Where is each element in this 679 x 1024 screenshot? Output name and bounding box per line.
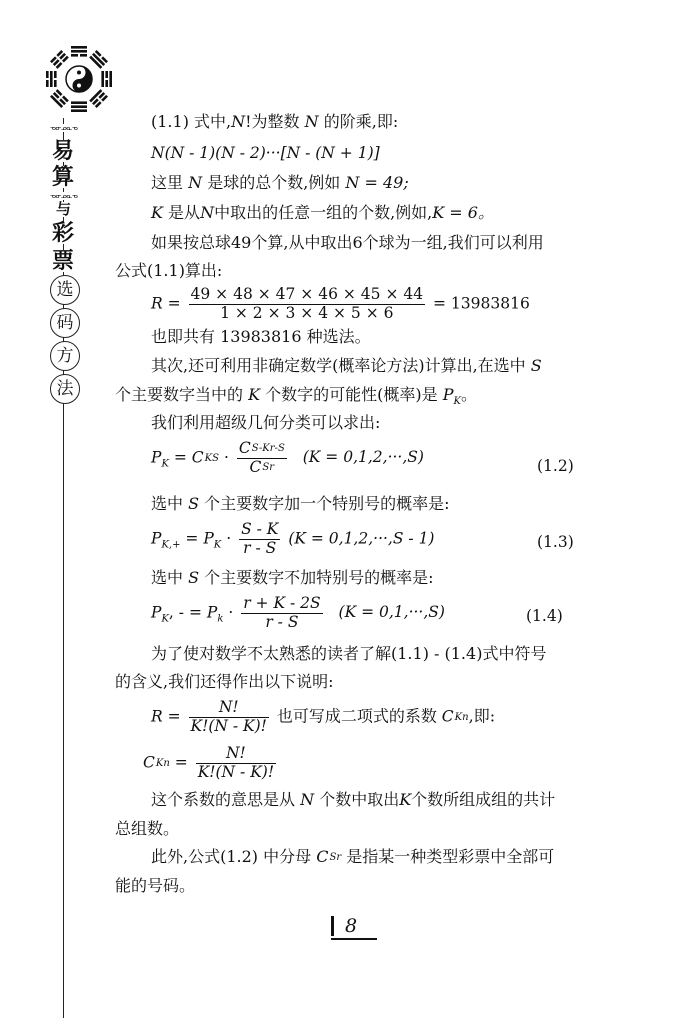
paragraph-example-line-2: 公式(1.1)算出: bbox=[115, 261, 223, 280]
paragraph-explanation-line-2: 的含义,我们还得作出以下说明: bbox=[115, 672, 334, 691]
text-line-special-number: 选中 S 个主要数字加一个特别号的概率是: bbox=[151, 494, 450, 513]
bagua-yin-yang-icon bbox=[44, 44, 114, 114]
text-line-total-balls: 这里 N 是球的总个数,例如 N = 49; bbox=[151, 173, 409, 192]
formula-binomial-coefficient-fraction: $\frac{N!}{K!(N - K)!}$ bbox=[197, 744, 275, 781]
page-number-underline bbox=[331, 938, 377, 940]
page-number-block bbox=[331, 912, 377, 940]
formula-1-2: $P_K$ = CKS · $\frac{CS-Kr-S}{\text{CSr}}$ (K = 0,1,2,···,S) bbox=[151, 439, 424, 476]
sidebar-title-char-5: 票 bbox=[52, 248, 75, 274]
sidebar-title-char-4: 彩 bbox=[52, 220, 75, 246]
sidebar-title-char-6: 选 bbox=[50, 275, 80, 305]
sidebar-title-char-8: 方 bbox=[50, 341, 80, 371]
page-number: 8 bbox=[345, 915, 358, 937]
sidebar-title-char-7: 码 bbox=[50, 308, 80, 338]
paragraph-probability-line-1: 其次,还可利用非确定数学(概率论方法)计算出,在选中 S bbox=[151, 356, 542, 375]
sidebar-title-char-1: 易 bbox=[52, 138, 75, 164]
formula-1-4-fraction: $\frac{r + K - 2S}{r - S}$ bbox=[243, 594, 321, 631]
text-line-hypergeometric: 我们利用超级几何分类可以求出: bbox=[151, 413, 381, 432]
formula-1-2-fraction: $\frac{CS-Kr-S}{\text{CSr}}$ bbox=[238, 439, 285, 476]
formula-r-fraction: $\frac{49 \times 48 \times 47 \times 46 \times 45 \times 44}{1 \times 2 \times 3 \times 4 \times 5 \times 6}$ bbox=[190, 285, 424, 322]
formula-1-3: $P_{K,+} = P_K$ · $\frac{S - K}{r - S}$ (K = 0,1,2,···,S - 1) bbox=[151, 520, 435, 557]
text-line-1: (1.1) 式中,N!为整数 N 的阶乘,即: bbox=[151, 112, 399, 131]
formula-factorial: N(N - 1)(N - 2)···[N - (N + 1)] bbox=[151, 144, 380, 162]
formula-r-binomial: R = $\frac{N!}{K!(N - K)!}$ 也可写成二项式的系数 CKn,即: bbox=[151, 698, 496, 735]
text-line-k-definition: K 是从N中取出的任意一组的个数,例如,K = 6。 bbox=[151, 203, 494, 222]
formula-binomial-coefficient: CKn = $\frac{N!}{K!(N - K)!}$ bbox=[143, 744, 275, 781]
formula-1-3-label: (1.3) bbox=[537, 533, 574, 551]
paragraph-coefficient-meaning-line-1: 这个系数的意思是从 N 个数中取出K个数所组成组的共计 bbox=[151, 790, 556, 809]
sidebar-title-char-3: 与 bbox=[56, 200, 72, 218]
sidebar-title-char-2: 算 bbox=[52, 164, 75, 190]
paragraph-coefficient-meaning-line-2: 总组数。 bbox=[115, 819, 180, 838]
formula-1-3-fraction: $\frac{S - K}{r - S}$ bbox=[241, 520, 279, 557]
sidebar-ornament-mid: ᓀᓂᓄᓇᓀ bbox=[50, 192, 78, 200]
paragraph-probability-line-2: 个主要数字当中的 K 个数字的可能性(概率)是 $P_K$。 bbox=[115, 385, 478, 408]
paragraph-denominator-line-2: 能的号码。 bbox=[115, 876, 196, 895]
sidebar-ornament-top: ᓀᓂᓄᓇᓀ bbox=[50, 124, 78, 132]
paragraph-denominator-line-1: 此外,公式(1.2) 中分母 CSr 是指某一种类型彩票中全部可 bbox=[151, 847, 555, 866]
formula-1-4: $P_K$, - = $P_k$ · $\frac{r + K - 2S}{r - S}$ (K = 0,1,···,S) bbox=[151, 594, 445, 631]
paragraph-example-line-1: 如果按总球49个算,从中取出6个球为一组,我们可以利用 bbox=[151, 233, 544, 252]
formula-1-4-label: (1.4) bbox=[526, 607, 563, 625]
text-line-total-methods: 也即共有 13983816 种选法。 bbox=[151, 327, 371, 346]
formula-r-binomial-fraction: $\frac{N!}{K!(N - K)!}$ bbox=[190, 698, 267, 735]
paragraph-explanation-line-1: 为了使对数学不太熟悉的读者了解(1.1) - (1.4)式中符号 bbox=[151, 644, 547, 663]
page-number-bar bbox=[331, 916, 334, 936]
formula-r-combinations: R = $\frac{49 \times 48 \times 47 \times 46 \times 45 \times 44}{1 \times 2 \times 3 \times 4 \times 5 \times 6}$ = 13983816 bbox=[151, 285, 530, 322]
text-line-no-special-number: 选中 S 个主要数字不加特别号的概率是: bbox=[151, 568, 434, 587]
sidebar-title-char-9: 法 bbox=[50, 374, 80, 404]
formula-1-2-label: (1.2) bbox=[537, 457, 574, 475]
